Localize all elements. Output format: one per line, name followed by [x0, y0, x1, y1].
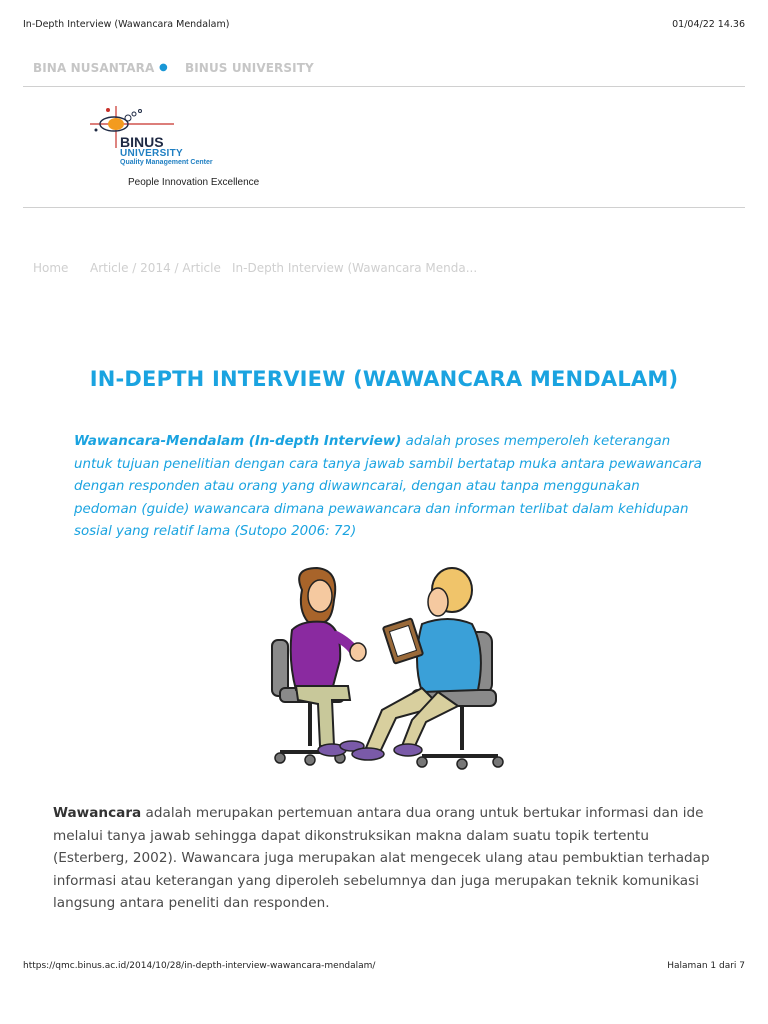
nav-link-binus-university[interactable]: BINUS UNIVERSITY: [185, 61, 314, 75]
intro-term: Wawancara-Mendalam (In-depth Interview): [74, 434, 402, 449]
site-logo[interactable]: [88, 102, 278, 192]
interview-illustration-image: [262, 560, 512, 780]
breadcrumb-current: In-Depth Interview (Wawancara Menda...: [232, 261, 478, 275]
divider: [23, 207, 745, 208]
interview-illustration: [262, 560, 512, 780]
breadcrumb-path[interactable]: Article / 2014 / Article: [90, 261, 221, 275]
print-header-datetime: 01/04/22 14.36: [672, 19, 745, 30]
body-paragraph: [53, 802, 723, 915]
logo-subname: UNIVERSITY: [120, 148, 184, 159]
nav-link-bina-nusantara[interactable]: BINA NUSANTARA: [33, 61, 155, 75]
print-header: [23, 19, 745, 33]
print-footer-page: Halaman 1 dari 7: [667, 961, 745, 971]
intro-text: adalah proses memperoleh keterangan untuk tujuan penelitian dengan cara tanya jawab sambil bertatap muka antara pewawancara dengan responden atau orang yang diwawncarai, dengan atau tanpa menggunakan pedoman (guide) wawancara dimana pewawancara dan informan terlibat dalam kehidupan sosial yang relatif lama (Sutopo 2006: 72): [74, 434, 702, 539]
print-footer: [23, 961, 745, 975]
body-text: adalah merupakan pertemuan antara dua orang untuk bertukar informasi dan ide melalui tanya jawab sehingga dapat dikonstruksikan makna dalam suatu topik tertentu (Esterberg, 2002). Wawancara juga merupakan alat mengecek ulang atau pembuktian terhadap informasi atau keterangan yang diperoleh sebelumnya dan juga merupakan teknik komunikasi langsung antara peneliti dan responden.: [53, 805, 710, 911]
body-term: Wawancara: [53, 805, 142, 821]
logo-name: BINUS: [120, 134, 164, 150]
divider: [23, 86, 745, 87]
logo-unit: Quality Management Center: [120, 159, 213, 166]
print-footer-url: https://qmc.binus.ac.id/2014/10/28/in-depth-interview-wawancara-mendalam/: [23, 961, 376, 971]
intro-paragraph: [74, 431, 704, 544]
logo-tagline: People Innovation Excellence: [128, 177, 260, 188]
nav-separator-dot: ●: [159, 62, 168, 73]
page-title: IN-DEPTH INTERVIEW (WAWANCARA MENDALAM): [89, 367, 679, 391]
breadcrumb-home[interactable]: Home: [33, 261, 69, 275]
print-header-title: In-Depth Interview (Wawancara Mendalam): [23, 19, 230, 30]
